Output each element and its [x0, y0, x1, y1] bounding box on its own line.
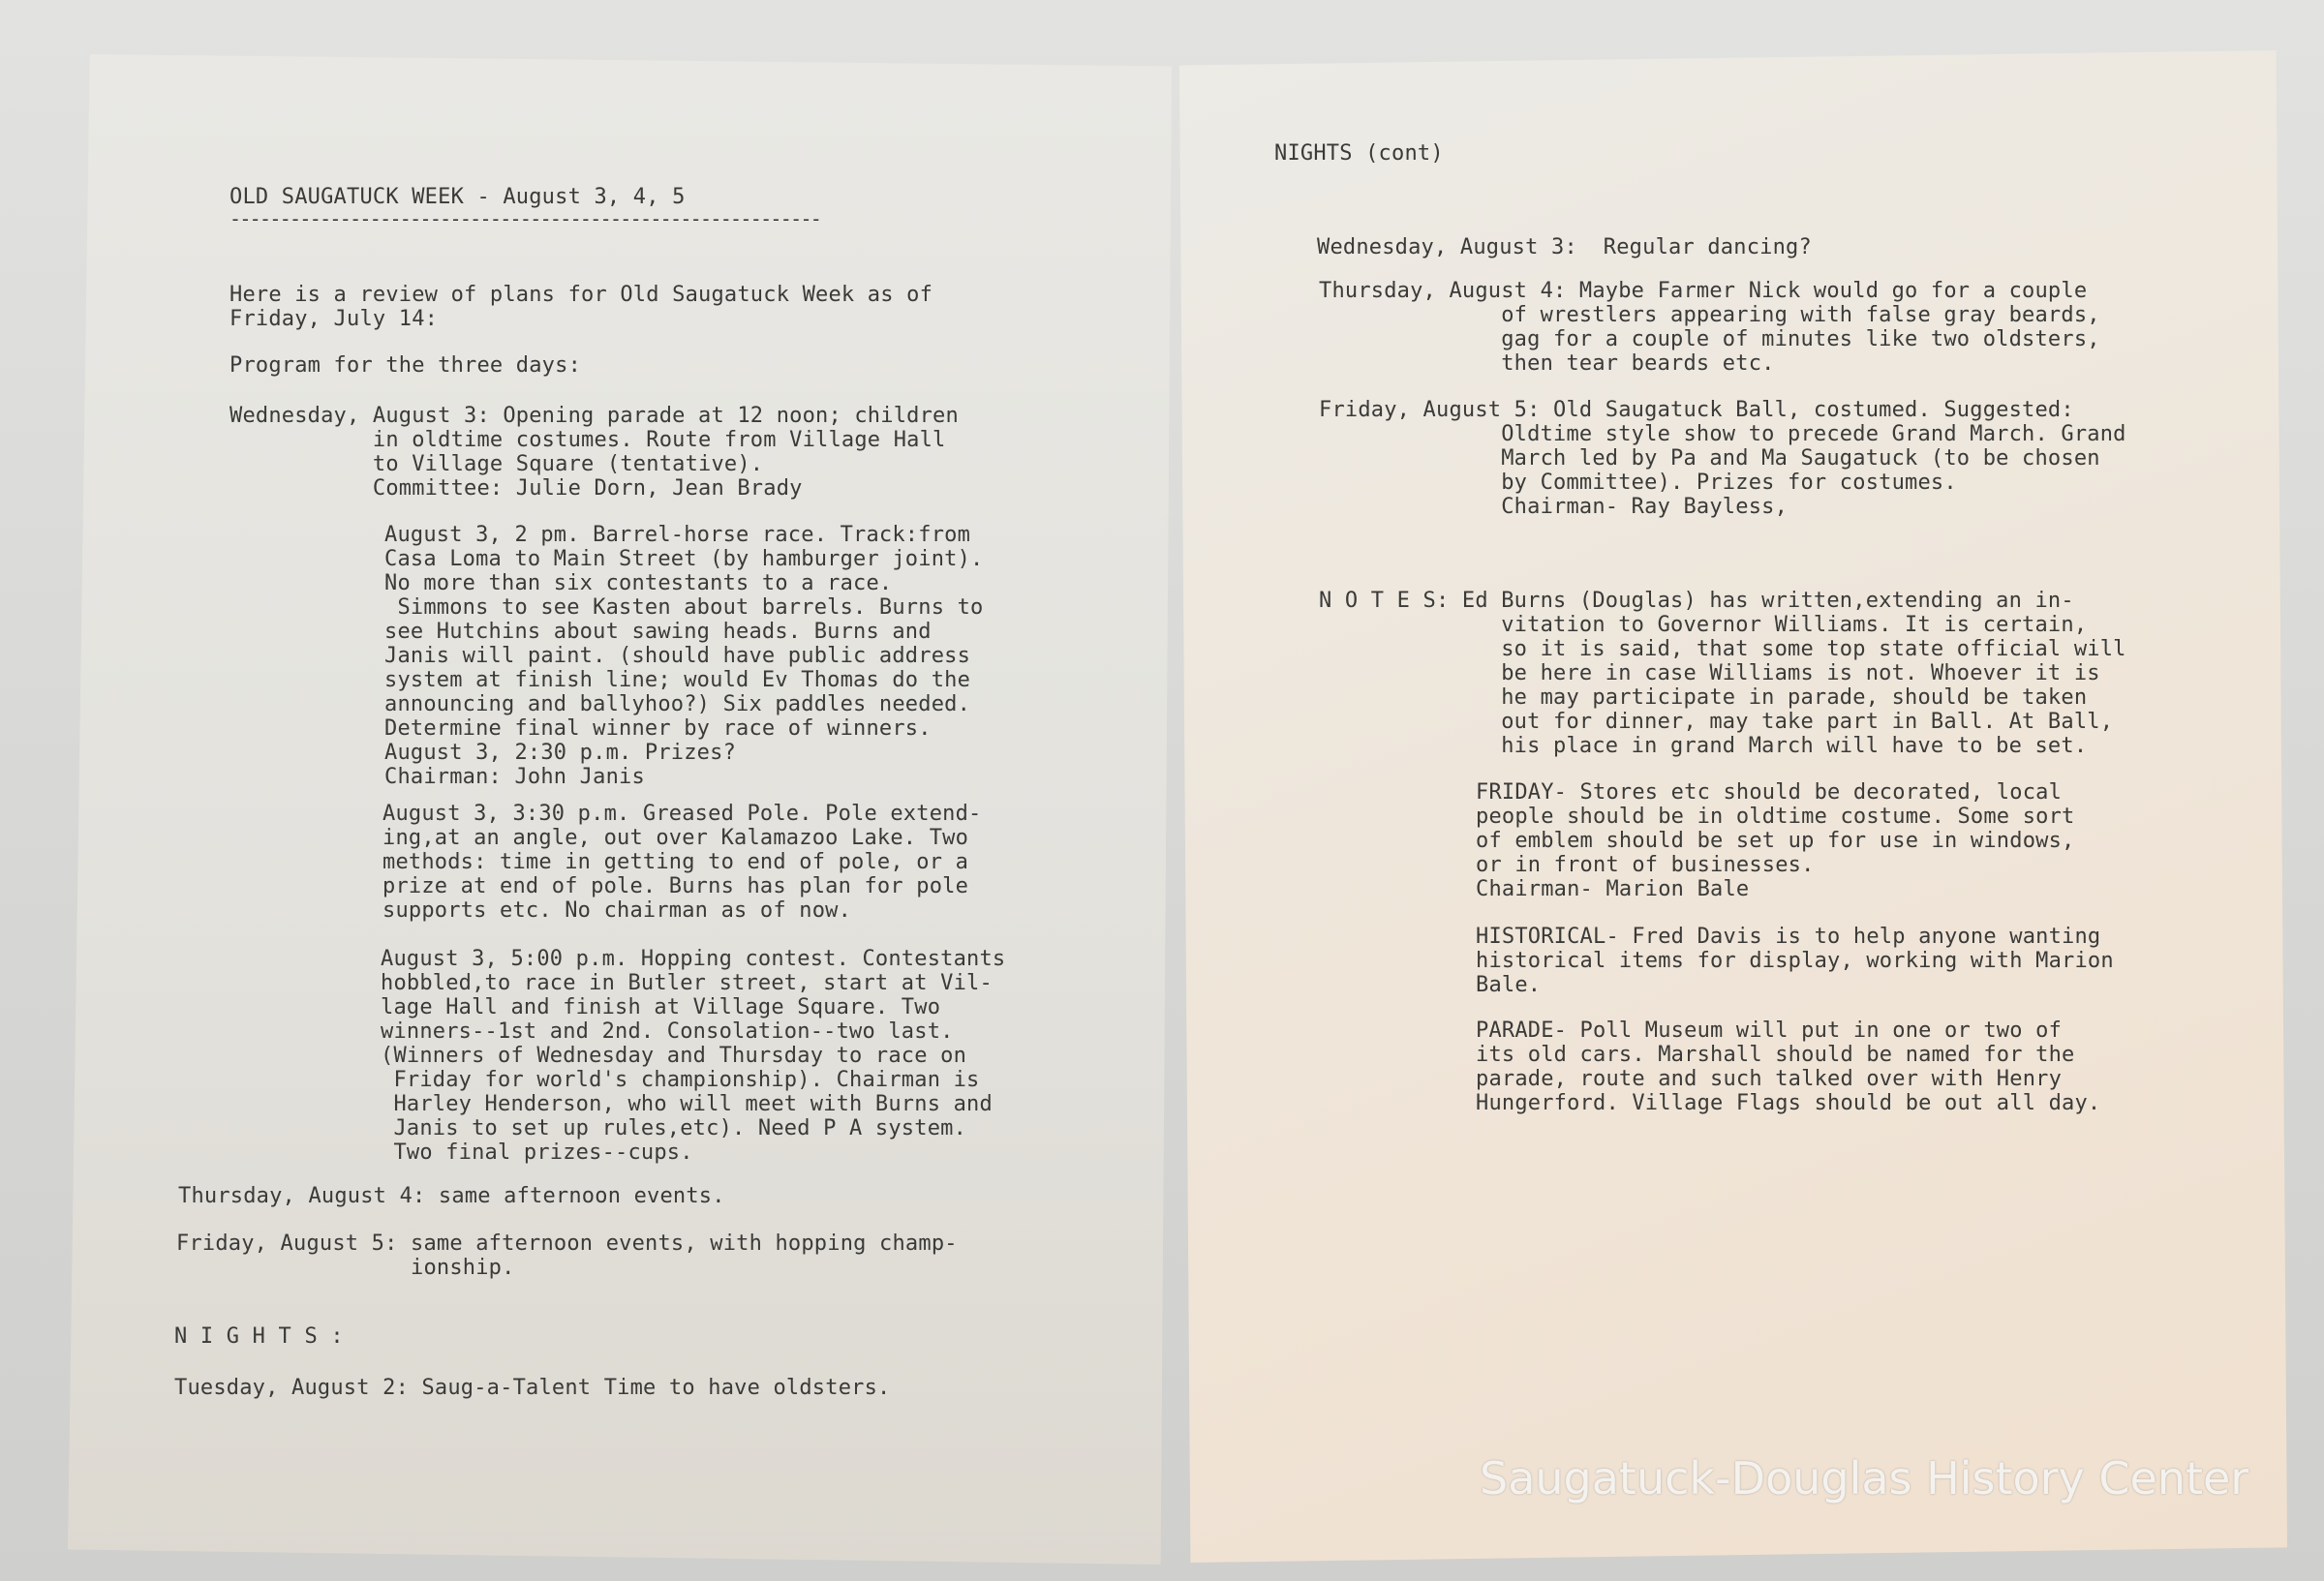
friday-night-paragraph — [1319, 398, 2126, 519]
friday-note-line: or in front of businesses. — [1476, 853, 1815, 877]
parade-note-line: its old cars. Marshall should be named for the — [1476, 1043, 2075, 1067]
parade-note-line: Hungerford. Village Flags should be out all day. — [1476, 1091, 2101, 1115]
friday-paragraph — [176, 1231, 958, 1280]
parade-note-paragraph — [1476, 1019, 2100, 1115]
friday-night-line: March led by Pa and Ma Saugatuck (to be chosen — [1319, 446, 2100, 471]
wednesday-night-line: Wednesday, August 3: Regular dancing? — [1317, 235, 1812, 259]
greased-pole-line: methods: time in getting to end of pole, or a — [382, 850, 969, 874]
friday-note-line: Chairman- Marion Bale — [1476, 877, 1750, 901]
thursday-night-paragraph — [1319, 279, 2100, 376]
hopping-contest-line: Janis to set up rules,etc). Need P A system. — [381, 1116, 967, 1140]
barrel-race-line: August 3, 2 pm. Barrel-horse race. Track:from — [384, 523, 971, 547]
notes-line: vitation to Governor Williams. It is certain, — [1319, 613, 2088, 637]
hopping-contest-line: lage Hall and finish at Village Square. Two — [381, 995, 941, 1019]
wednesday-paragraph — [229, 404, 959, 501]
barrel-race-line: Determine final winner by race of winners. — [384, 716, 932, 741]
friday-note-line: of emblem should be set up for use in windows, — [1476, 829, 2075, 853]
wednesday-line: in oldtime costumes. Route from Village Hall — [229, 428, 946, 452]
historical-note-line: historical items for display, working with Marion — [1476, 949, 2114, 973]
barrel-race-line: Chairman: John Janis — [384, 765, 645, 789]
hopping-contest-line: Friday for world's championship). Chairman is — [381, 1068, 980, 1092]
barrel-race-line: Janis will paint. (should have public address — [384, 644, 971, 668]
tuesday-line: Tuesday, August 2: Saug-a-Talent Time to have oldsters. — [174, 1376, 891, 1400]
thursday-night-line: of wrestlers appearing with false gray beards, — [1319, 303, 2100, 327]
historical-note-line: HISTORICAL- Fred Davis is to help anyone wanting — [1476, 925, 2101, 949]
wednesday-line: Wednesday, August 3: Opening parade at 12 noon; children — [229, 404, 959, 428]
wednesday-line: Committee: Julie Dorn, Jean Brady — [229, 476, 803, 501]
barrel-race-line: Simmons to see Kasten about barrels. Burns to — [384, 595, 984, 620]
notes-line: so it is said, that some top state official will — [1319, 637, 2126, 661]
barrel-race-line: August 3, 2:30 p.m. Prizes? — [384, 741, 737, 765]
hopping-contest-line: hobbled,to race in Butler street, start at Vil- — [381, 971, 993, 995]
friday-line: Friday, August 5: same afternoon events, with hopping champ- — [176, 1231, 958, 1256]
friday-night-line: by Committee). Prizes for costumes. — [1319, 471, 1957, 495]
intro-line: Here is a review of plans for Old Saugatuck Week as of — [229, 283, 933, 307]
document-title: OLD SAUGATUCK WEEK - August 3, 4, 5 — [229, 185, 686, 209]
thursday-night-line: Thursday, August 4: Maybe Farmer Nick would go for a couple — [1319, 279, 2088, 303]
thursday-night-line: then tear beards etc. — [1319, 351, 1775, 376]
notes-line: his place in grand March will have to be set. — [1319, 734, 2088, 758]
greased-pole-paragraph — [382, 802, 981, 923]
historical-note-line: Bale. — [1476, 973, 1542, 997]
hopping-contest-line: Two final prizes--cups. — [381, 1140, 693, 1165]
history-center-watermark: Saugatuck-Douglas History Center — [1480, 1452, 2249, 1505]
notes-line: out for dinner, may take part in Ball. At Ball, — [1319, 710, 2114, 734]
friday-night-line: Oldtime style show to precede Grand March. Grand — [1319, 422, 2126, 446]
hopping-contest-paragraph — [381, 947, 1005, 1165]
friday-night-line: Chairman- Ray Bayless, — [1319, 495, 1789, 519]
notes-line: N O T E S: Ed Burns (Douglas) has written,extending an in- — [1319, 589, 2074, 613]
greased-pole-line: August 3, 3:30 p.m. Greased Pole. Pole extend- — [382, 802, 982, 826]
wednesday-line: to Village Square (tentative). — [229, 452, 764, 476]
thursday-line: Thursday, August 4: same afternoon events. — [178, 1184, 725, 1208]
title-rule: ----------------------------------------------------------- — [229, 207, 821, 230]
intro-paragraph — [229, 283, 933, 331]
friday-note-paragraph — [1476, 780, 2074, 901]
parade-note-line: PARADE- Poll Museum will put in one or two of — [1476, 1019, 2063, 1043]
notes-line: be here in case Williams is not. Whoever it is — [1319, 661, 2100, 685]
barrel-race-line: Casa Loma to Main Street (by hamburger joint). — [384, 547, 984, 571]
hopping-contest-line: August 3, 5:00 p.m. Hopping contest. Contestants — [381, 947, 1006, 971]
friday-note-line: FRIDAY- Stores etc should be decorated, local — [1476, 780, 2063, 805]
barrel-race-line: No more than six contestants to a race. — [384, 571, 893, 595]
barrel-race-line: system at finish line; would Ev Thomas do the — [384, 668, 971, 692]
historical-note-paragraph — [1476, 925, 2114, 997]
barrel-race-line: announcing and ballyhoo?) Six paddles needed. — [384, 692, 971, 716]
thursday-night-line: gag for a couple of minutes like two oldsters, — [1319, 327, 2100, 351]
hopping-contest-line: (Winners of Wednesday and Thursday to race on — [381, 1044, 967, 1068]
barrel-race-line: see Hutchins about sawing heads. Burns and — [384, 620, 932, 644]
program-heading: Program for the three days: — [229, 353, 582, 378]
greased-pole-line: ing,at an angle, out over Kalamazoo Lake. Two — [382, 826, 969, 850]
hopping-contest-line: winners--1st and 2nd. Consolation--two last. — [381, 1019, 954, 1044]
right-page-heading: NIGHTS (cont) — [1274, 141, 1444, 166]
hopping-contest-line: Harley Henderson, who will meet with Burns and — [381, 1092, 993, 1116]
barrel-race-paragraph — [384, 523, 983, 789]
greased-pole-line: supports etc. No chairman as of now. — [382, 898, 852, 923]
nights-heading: N I G H T S : — [174, 1324, 344, 1349]
parade-note-line: parade, route and such talked over with Henry — [1476, 1067, 2063, 1091]
friday-night-line: Friday, August 5: Old Saugatuck Ball, costumed. Suggested: — [1319, 398, 2074, 422]
intro-line: Friday, July 14: — [229, 307, 439, 331]
notes-line: he may participate in parade, should be taken — [1319, 685, 2088, 710]
greased-pole-line: prize at end of pole. Burns has plan for pole — [382, 874, 969, 898]
friday-note-line: people should be in oldtime costume. Some sort — [1476, 805, 2075, 829]
notes-paragraph — [1319, 589, 2126, 758]
friday-line: ionship. — [176, 1256, 515, 1280]
